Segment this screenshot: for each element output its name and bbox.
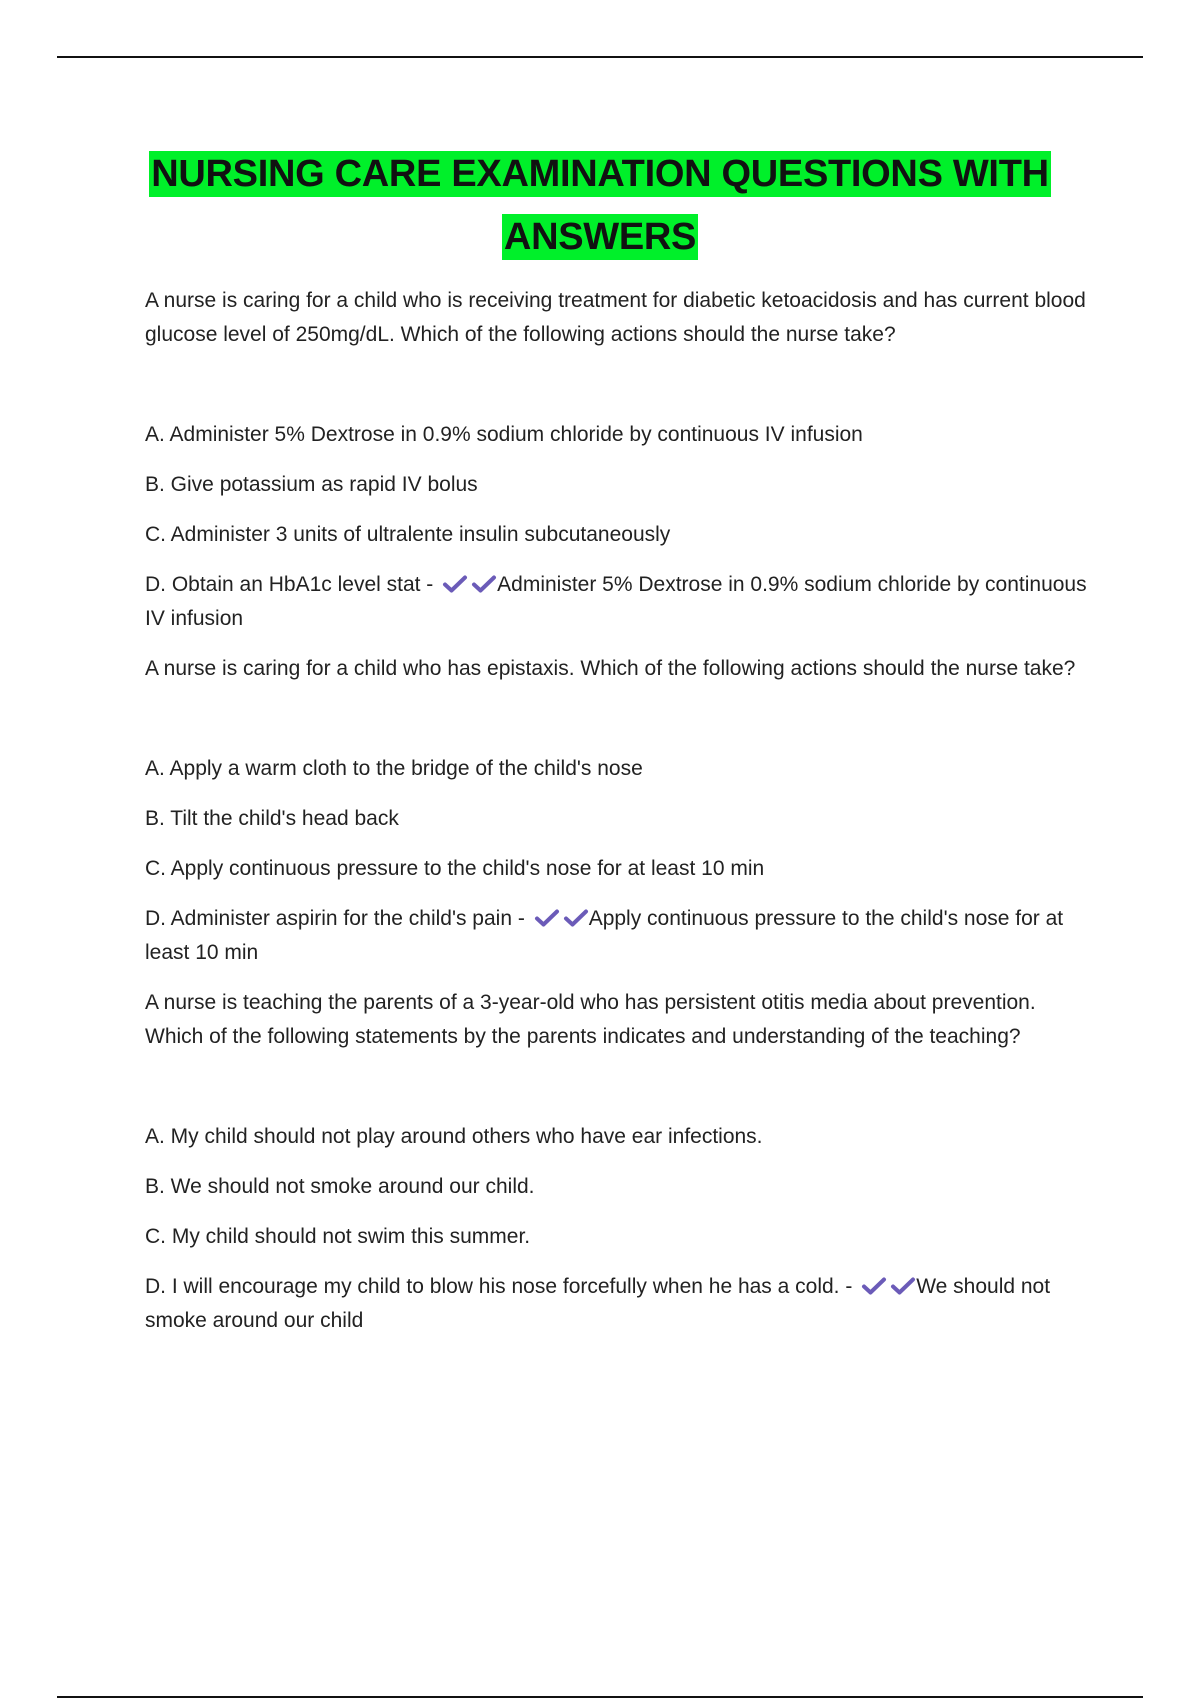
question-1-option-c: C. Administer 3 units of ultralente insulin subcutaneously [145, 523, 671, 546]
question-2-option-a: A. Apply a warm cloth to the bridge of the child's nose [145, 757, 643, 780]
checkmark-icon [861, 1276, 887, 1296]
question-1-answer: Administer 5% Dextrose in 0.9% sodium chloride by continuous IV infusion [145, 573, 1087, 630]
bottom-rule [57, 1696, 1143, 1698]
top-rule [57, 56, 1143, 58]
checkmark-icon [534, 908, 560, 928]
question-1-option-d-label: D. Obtain an HbA1c level stat - [145, 573, 434, 596]
checkmark-icon [442, 574, 468, 594]
page-title [100, 143, 1100, 269]
question-list [145, 284, 1095, 1354]
question-2-option-c: C. Apply continuous pressure to the child's nose for at least 10 min [145, 857, 765, 880]
question-1-text: A nurse is caring for a child who is receiving treatment for diabetic ketoacidosis and has current blood glucose level of 250mg/dL. Which of the following actions should the nurse take? [145, 289, 1086, 346]
checkmark-icon [890, 1276, 916, 1296]
question-2-text: A nurse is caring for a child who has epistaxis. Which of the following actions should the nurse take? [145, 657, 1076, 680]
question-2-option-b: B. Tilt the child's head back [145, 807, 399, 830]
question-3-option-a: A. My child should not play around others who have ear infections. [145, 1125, 763, 1148]
title-line-2: ANSWERS [503, 216, 697, 258]
question-3-option-b: B. We should not smoke around our child. [145, 1175, 535, 1198]
title-line-1: NURSING CARE EXAMINATION QUESTIONS WITH [151, 153, 1049, 195]
question-3-option-d [145, 1270, 1095, 1338]
question-3-answer: We should not smoke around our child [145, 1275, 1051, 1332]
question-3-text: A nurse is teaching the parents of a 3-year-old who has persistent otitis media about prevention. Which of the following statements by the parents indicates and understanding of the teaching? [145, 991, 1036, 1048]
question-3-option-c: C. My child should not swim this summer. [145, 1225, 531, 1248]
question-2-answer: Apply continuous pressure to the child's nose for at least 10 min [145, 907, 1064, 964]
question-3-option-d-label: D. I will encourage my child to blow his nose forcefully when he has a cold. - [145, 1275, 853, 1298]
checkmark-icon [471, 574, 497, 594]
question-2-option-d-label: D. Administer aspirin for the child's pain - [145, 907, 525, 930]
checkmark-icon [563, 908, 589, 928]
question-1-option-d [145, 568, 1095, 636]
question-2-option-d [145, 902, 1095, 970]
question-1-option-b: B. Give potassium as rapid IV bolus [145, 473, 478, 496]
question-1-option-a: A. Administer 5% Dextrose in 0.9% sodium chloride by continuous IV infusion [145, 423, 863, 446]
